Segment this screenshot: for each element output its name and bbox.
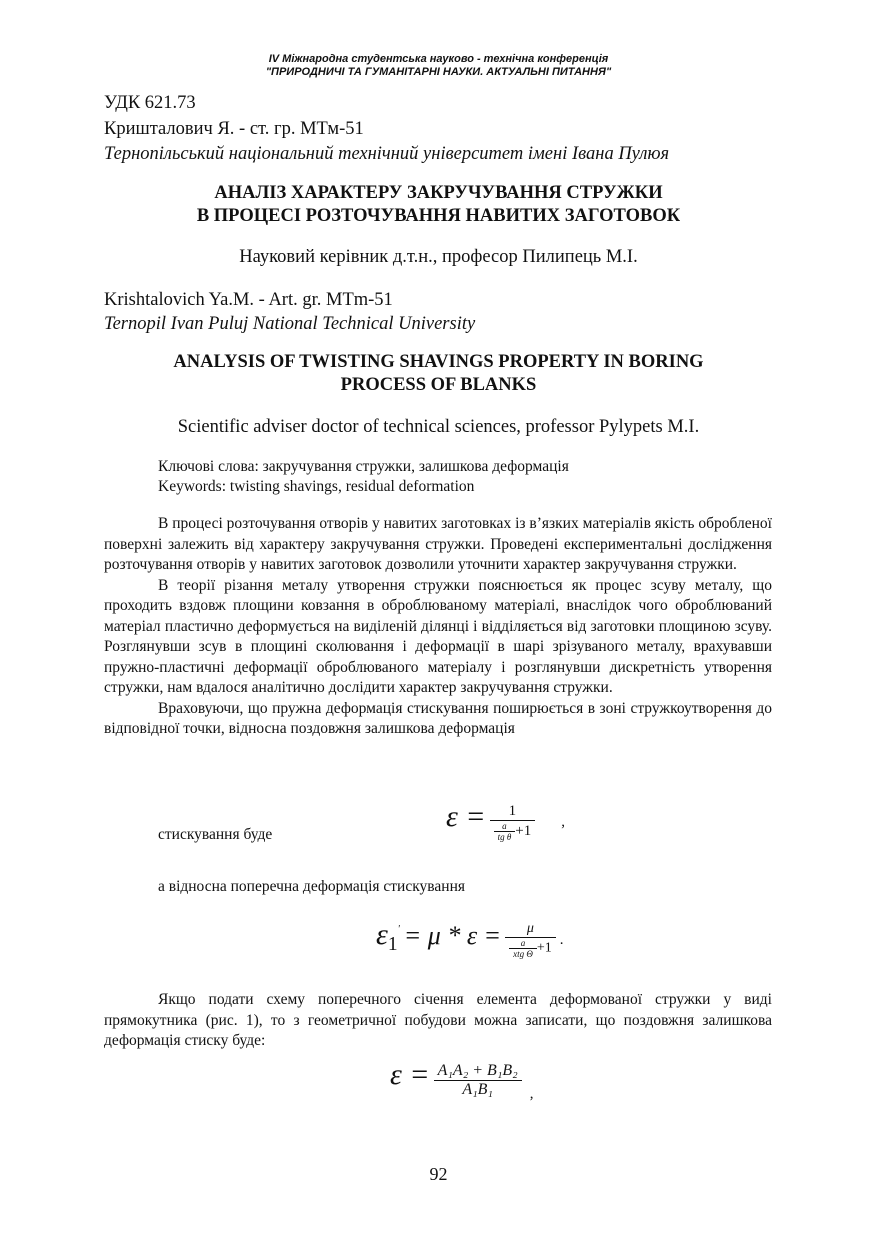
title-en (0, 351, 877, 397)
conference-line-1: IV Міжнародна студентська науково - технічна конференція (268, 53, 609, 65)
adviser-ua: Науковий керівник д.т.н., професор Пилипець М.І. (239, 247, 638, 267)
formula-2-label: а відносна поперечна деформація стискування (158, 878, 465, 895)
formula-3-denominator: A₁B₁ (462, 1080, 493, 1098)
formula-1-plus-one: +1 (515, 822, 532, 839)
formula-1-denominator (490, 821, 536, 842)
formula-1-inner-den: tg θ (497, 831, 512, 842)
paragraph-2: В теорії різання металу утворення стружки пояснюється як процес зсуву металу, що проходить вздовж площини ковзання в оброблюваному матеріалі, внаслідок чого оброблюваний матеріал пластично деформується на виділеній ділянці і відділяється від заготовки площиною зсуву. Розглянувши зсув в площині сколювання і деформації в шарі зрізуваного металу, врахувавши пружно-пластичні деформації оброблюваного матеріалу і розглянувши дискретність утворення стружки, нам вдалося аналітично дослідити характер закручування стружки. (104, 576, 772, 696)
title-en-line-1: ANALYSIS OF TWISTING SHAVINGS PROPERTY IN BORING (173, 352, 704, 372)
title-ua-line-2: В ПРОЦЕСІ РОЗТОЧУВАННЯ НАВИТИХ ЗАГОТОВОК (196, 206, 681, 226)
udc-code: УДК 621.73 (104, 93, 196, 113)
page-number: 92 (429, 1164, 448, 1184)
formula-2-middle: = μ * ε = (403, 921, 502, 950)
author-ua: Кришталович Я. - ст. гр. МТм-51 (104, 119, 364, 139)
formula-1 (446, 800, 565, 842)
author-en: Krishtalovich Ya.M. - Art. gr. MTm-51 (104, 290, 393, 310)
formula-1-inner-num: a (494, 821, 516, 832)
formula-3-fraction (434, 1062, 522, 1099)
formula-2-inner-den: xtg Θ (513, 949, 533, 960)
keywords-ua: Ключові слова: закручування стружки, залишкова деформація (158, 458, 569, 475)
title-en-line-2: PROCESS OF BLANKS (340, 375, 537, 395)
title-ua-line-1: АНАЛІЗ ХАРАКТЕРУ ЗАКРУЧУВАННЯ СТРУЖКИ (214, 183, 663, 203)
formula-1-fraction (490, 803, 536, 842)
formula-2-numerator: μ (505, 921, 556, 938)
formula-1-lhs: ε = (446, 800, 486, 833)
formula-2-prime: ' (397, 924, 400, 935)
adviser-en: Scientific adviser doctor of technical sciences, professor Pylypets M.I. (177, 417, 700, 437)
formula-3-lhs: ε = (390, 1058, 430, 1091)
formula-3 (390, 1058, 533, 1103)
paragraph-1: В процесі розточування отворів у навитих заготовках із в’язких матеріалів якість обробленої поверхні залежить від характеру закручування стружки. Проведені експериментальні дослідження розточування отворів у навитих заготовок дозволили уточнити характер закручування стружки. (104, 515, 772, 573)
formula-2 (376, 918, 564, 959)
formula-2-inner-num: a (509, 938, 537, 949)
paragraph-3: Враховуючи, що пружна деформація стискування поширюється в зоні стружкоутворення до відповідної точки, відносна поздовжня залишкова деформація (104, 699, 772, 737)
formula-2-eps: ε (376, 918, 388, 951)
conference-line-2: "ПРИРОДНИЧІ ТА ГУМАНІТАРНІ НАУКИ. АКТУАЛЬНІ ПИТАННЯ" (265, 66, 612, 78)
formula-2-fraction (505, 921, 556, 959)
formula-2-period: . (559, 932, 564, 948)
body-text-top (104, 514, 772, 740)
affiliation-en: Ternopil Ivan Puluj National Technical University (104, 314, 476, 334)
formula-1-inner-fraction (494, 821, 516, 842)
formula-2-denominator (505, 938, 556, 959)
formula-1-comma: , (561, 814, 565, 830)
formula-2-inner-fraction (509, 938, 537, 959)
formula-1-numerator: 1 (490, 803, 536, 821)
body-text-bottom (104, 990, 772, 1052)
formula-2-lhs (376, 918, 400, 955)
keywords-en: Keywords: twisting shavings, residual deformation (158, 478, 475, 495)
paragraph-4: Якщо подати схему поперечного січення елемента деформованої стружки у виді прямокутника (рис. 1), то з геометричної побудови можна записати, що поздовжня залишкова деформація стиску буде: (104, 991, 772, 1049)
affiliation-ua: Тернопільський національний технічний університет імені Івана Пулюя (104, 144, 670, 164)
conference-header (0, 53, 877, 79)
title-ua (0, 182, 877, 228)
formula-1-label: стискування буде (158, 826, 273, 843)
formula-2-plus-one: +1 (536, 941, 552, 957)
formula-3-numerator: A₁A₂ + B₁B₂ (434, 1062, 522, 1081)
formula-3-comma: , (529, 1086, 534, 1102)
formula-2-sub: 1 (387, 933, 398, 955)
